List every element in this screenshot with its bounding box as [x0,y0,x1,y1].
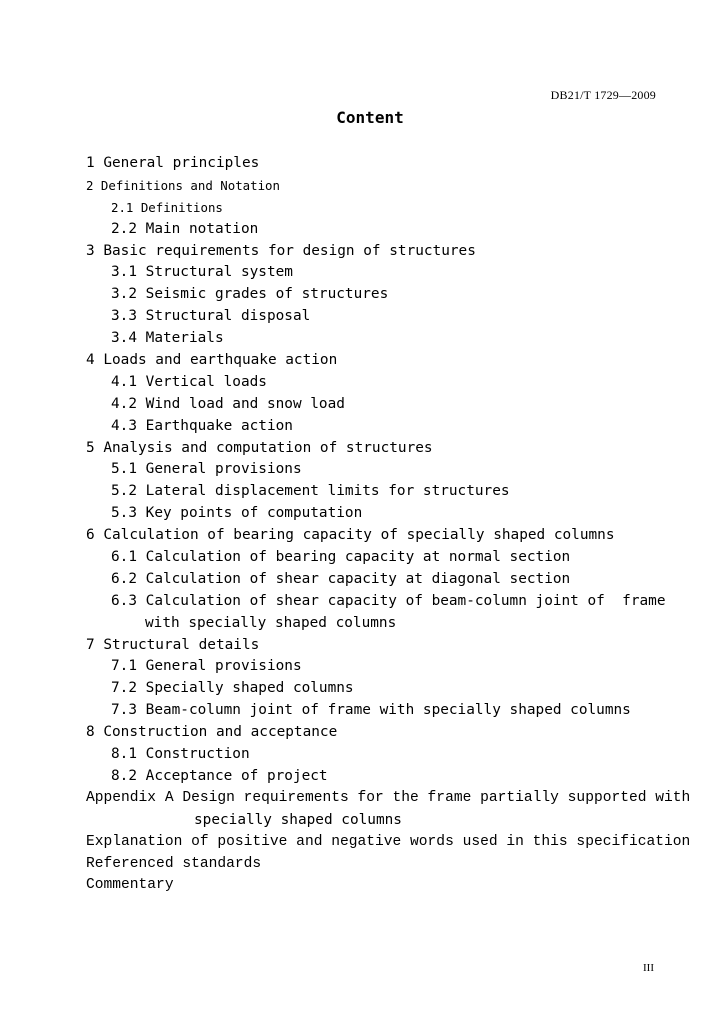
toc-entry: 7.3 Beam-column joint of frame with specially shaped columns [111,702,631,719]
toc-entry: 2.2 Main notation [111,220,259,237]
toc-entry: 3.4 Materials [111,330,224,347]
toc-entry: 4.2 Wind load and snow load [111,395,345,412]
toc-entry: 4.3 Earthquake action [111,417,293,434]
toc-entry: 4.1 Vertical loads [111,373,267,390]
toc-entry: 3 Basic requirements for design of structures [86,242,476,259]
page-title: Content [336,108,404,127]
toc-entry: 3.3 Structural disposal [111,308,311,325]
toc-entry: 2 Definitions and Notation [86,177,280,193]
toc-entry: 8.1 Construction [111,746,250,763]
toc-entry: 6 Calculation of bearing capacity of specially shaped columns [86,527,615,544]
toc-entry: Commentary [86,877,174,894]
toc-entry: 2.1 Definitions [111,199,223,215]
page-number: III [643,962,654,974]
toc-entry: 5.3 Key points of computation [111,505,363,522]
toc-entry: 8.2 Acceptance of project [111,767,328,784]
table-of-contents [86,153,691,897]
toc-entry: 5 Analysis and computation of structures [86,439,433,456]
toc-entry: 4 Loads and earthquake action [86,352,338,369]
toc-entry: 7 Structural details [86,636,260,653]
toc-entry: 5.1 General provisions [111,461,302,478]
toc-entry: 5.2 Lateral displacement limits for structures [111,483,510,500]
toc-entry: Explanation of positive and negative words used in this specification [86,833,691,850]
document-code: DB21/T 1729—2009 [550,88,656,102]
toc-entry: Referenced standards [86,855,262,872]
toc-entry-continuation: with specially shaped columns [145,614,397,631]
toc-entry: 7.1 General provisions [111,658,302,675]
toc-entry: 6.1 Calculation of bearing capacity at normal section [111,549,571,566]
toc-entry: 3.1 Structural system [111,264,293,281]
toc-entry: 1 General principles [86,155,260,171]
toc-entry: 6.2 Calculation of shear capacity at diagonal section [111,570,571,587]
toc-entry: 6.3 Calculation of shear capacity of beam-column joint of frame [111,592,666,609]
toc-entry: 8 Construction and acceptance [86,724,338,741]
toc-entry: Appendix A Design requirements for the frame partially supported with [86,789,691,806]
toc-entry-continuation: specially shaped columns [194,811,402,828]
toc-entry: 3.2 Seismic grades of structures [111,286,389,303]
toc-entry: 7.2 Specially shaped columns [111,680,354,697]
